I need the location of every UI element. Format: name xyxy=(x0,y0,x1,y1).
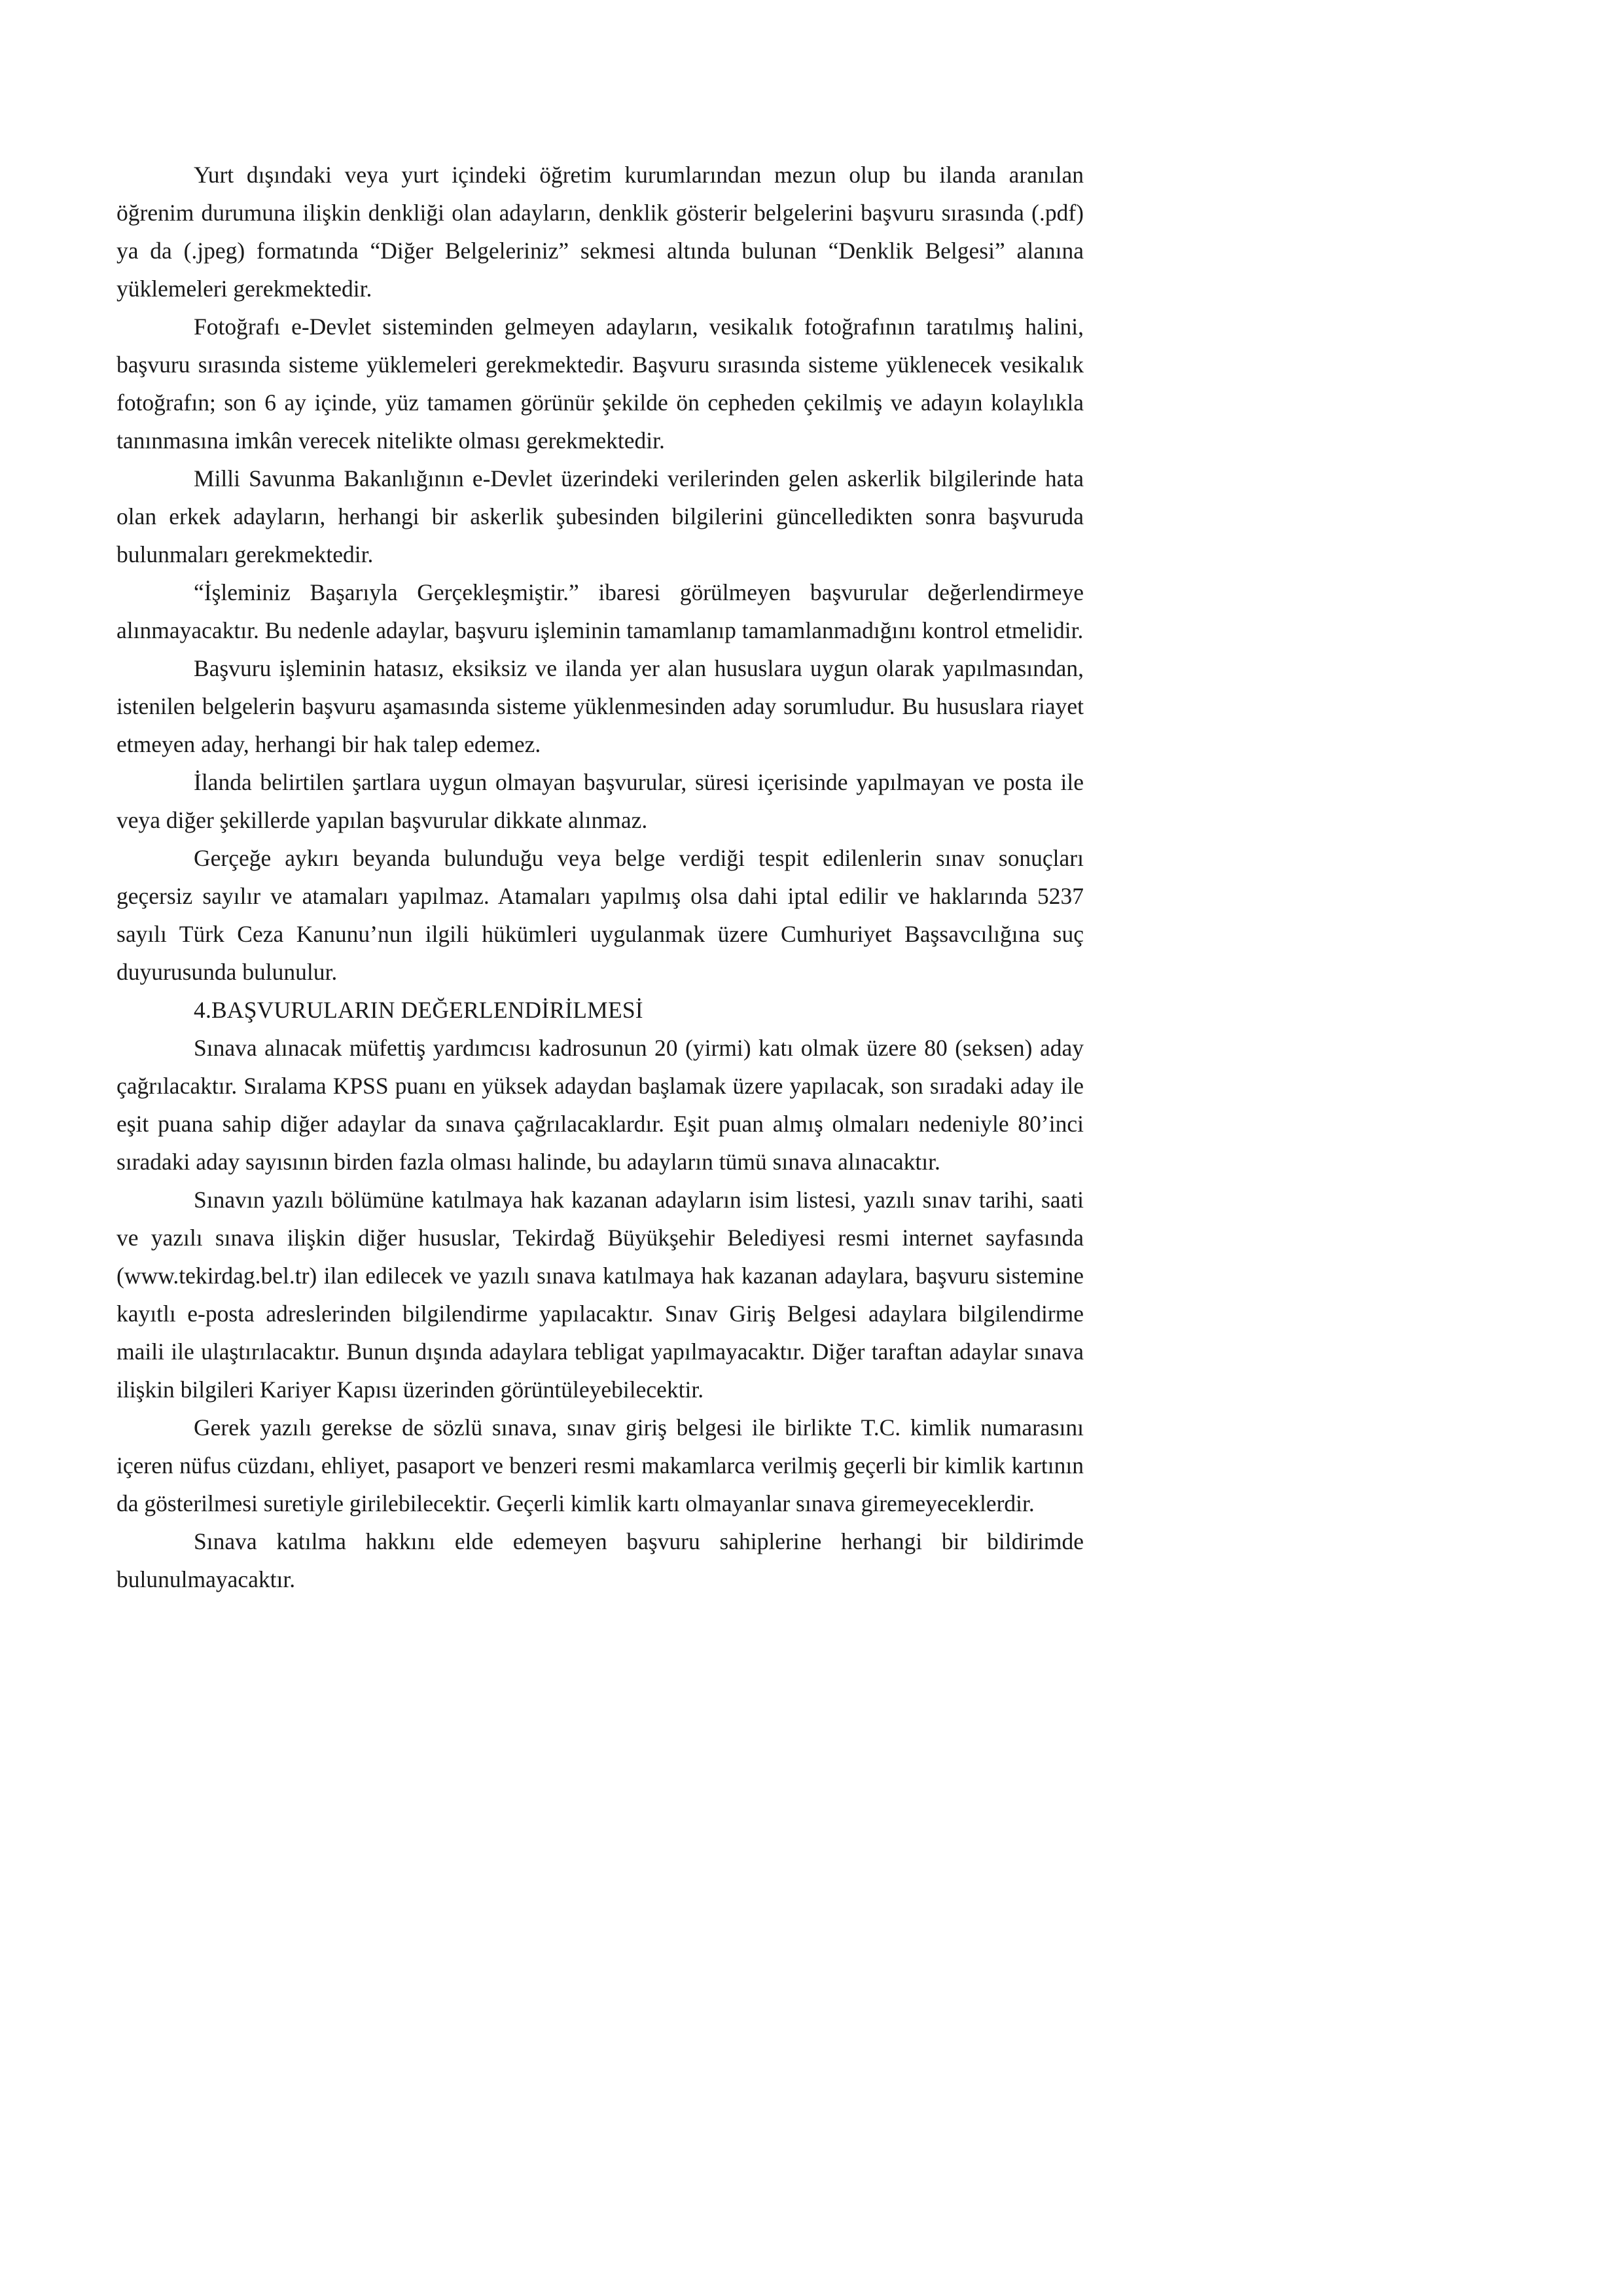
paragraph-photo-requirements: Fotoğrafı e-Devlet sisteminden gelmeyen adayların, vesikalık fotoğrafının taratılmış halini, başvuru sırasında sisteme yüklemeleri gerekmektedir. Başvuru sırasında sisteme yüklenecek vesikalık fotoğrafın; son 6 ay içinde, yüz tamamen görünür şekilde ön cepheden çekilmiş ve adayın kolaylıkla tanınmasına imkân verecek nitelikte olması gerekmektedir. xyxy=(116,314,1084,454)
paragraph-applicant-responsibility: Başvuru işleminin hatasız, eksiksiz ve ilanda yer alan hususlara uygun olarak yapılmasından, istenilen belgelerin başvuru aşamasında sisteme yüklenmesinden aday sorumludur. Bu hususlara riayet etmeyen aday, herhangi bir hak talep edemez. xyxy=(116,655,1084,757)
paragraph-no-notification: Sınava katılma hakkını elde edemeyen başvuru sahiplerine herhangi bir bildirimde bulunulmayacaktır. xyxy=(116,1528,1084,1592)
paragraph-invalid-applications: İlanda belirtilen şartlara uygun olmayan başvurular, süresi içerisinde yapılmayan ve posta ile veya diğer şekillerde yapılan başvurular dikkate alınmaz. xyxy=(116,769,1084,833)
paragraph-candidate-count: Sınava alınacak müfettiş yardımcısı kadrosunun 20 (yirmi) katı olmak üzere 80 (seksen) aday çağrılacaktır. Sıralama KPSS puanı en yüksek adaydan başlamak üzere yapılacak, son sıradaki aday ile eşit puana sahip diğer adaylar da sınava çağrılacaklardır. Eşit puan almış olmaları nedeniyle 80’inci sıradaki aday sayısının birden fazla olması halinde, bu adayların tümü sınava alınacaktır. xyxy=(116,1035,1084,1175)
paragraph-false-declaration: Gerçeğe aykırı beyanda bulunduğu veya belge verdiği tespit edilenlerin sınav sonuçları geçersiz sayılır ve atamaları yapılmaz. Atamaları yapılmış olsa dahi iptal edilir ve haklarında 5237 sayılı Türk Ceza Kanunu’nun ilgili hükümleri uygulanmak üzere Cumhuriyet Başsavcılığına suç duyurusunda bulunulur. xyxy=(116,845,1084,985)
paragraph-identity-documents: Gerek yazılı gerekse de sözlü sınava, sınav giriş belgesi ile birlikte T.C. kimlik numarasını içeren nüfus cüzdanı, ehliyet, pasaport ve benzeri resmi makamlarca verilmiş geçerli bir kimlik kartının da gösterilmesi suretiyle girilebilecektir. Geçerli kimlik kartı olmayanlar sınava giremeyeceklerdir. xyxy=(116,1414,1084,1516)
paragraph-military-records: Milli Savunma Bakanlığının e-Devlet üzerindeki verilerinden gelen askerlik bilgilerinde hata olan erkek adayların, herhangi bir askerlik şubesinden bilgilerini güncelledikten sonra başvuruda bulunmaları gerekmektedir. xyxy=(116,465,1084,567)
paragraph-exam-announcement: Sınavın yazılı bölümüne katılmaya hak kazanan adayların isim listesi, yazılı sınav tarihi, saati ve yazılı sınava ilişkin diğer hususlar, Tekirdağ Büyükşehir Belediyesi resmi internet sayfasında (www.tekirdag.bel.tr) ilan edilecek ve yazılı sınava katılmaya hak kazanan adaylara, başvuru sistemine kayıtlı e-posta adreslerinden bilgilendirme yapılacaktır. Sınav Giriş Belgesi adaylara bilgilendirme maili ile ulaştırılacaktır. Bunun dışında adaylara tebligat yapılmayacaktır. Diğer taraftan adaylar sınava ilişkin bilgileri Kariyer Kapısı üzerinden görüntüleyebilecektir. xyxy=(116,1187,1084,1403)
paragraph-equivalence-documents: Yurt dışındaki veya yurt içindeki öğretim kurumlarından mezun olup bu ilanda aranılan öğrenim durumuna ilişkin denkliği olan adayların, denklik gösterir belgelerini başvuru sırasında (.pdf) ya da (.jpeg) formatında “Diğer Belgeleriniz” sekmesi altında bulunan “Denklik Belgesi” alanına yüklemeleri gerekmektedir. xyxy=(116,162,1084,302)
paragraph-confirmation-message: “İşleminiz Başarıyla Gerçekleşmiştir.” ibaresi görülmeyen başvurular değerlendirmeye alınmayacaktır. Bu nedenle adaylar, başvuru işleminin tamamlanıp tamamlanmadığını kontrol etmelidir. xyxy=(116,579,1084,643)
document-body xyxy=(116,156,1084,1598)
section-heading: 4.BAŞVURULARIN DEĞERLENDİRİLMESİ xyxy=(194,997,643,1023)
